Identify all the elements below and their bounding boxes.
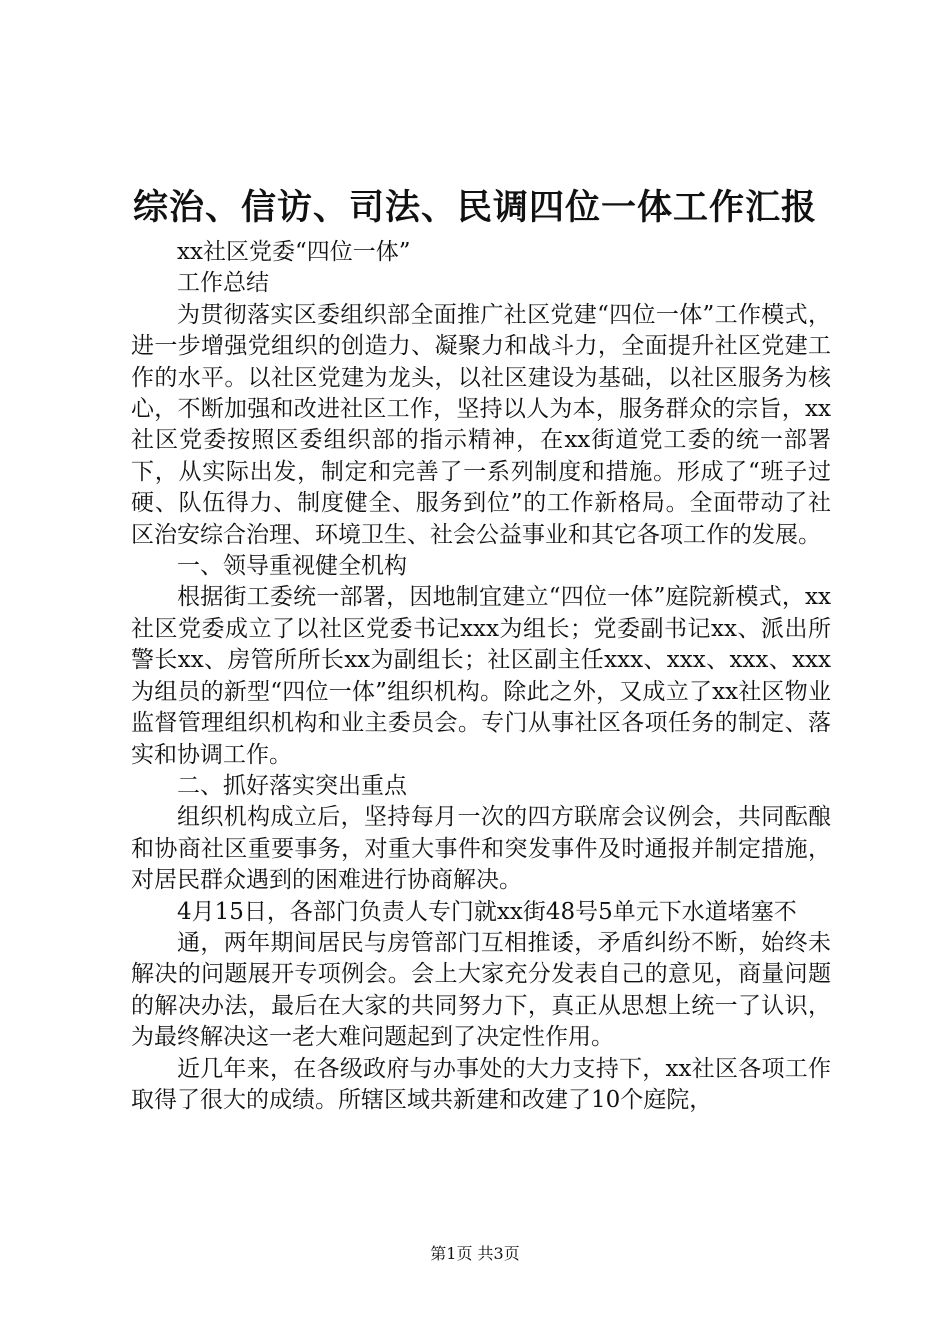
paragraph-organization: 根据街工委统一部署，因地制宜建立“四位一体”庭院新模式，xx社区党委成立了以社区党委书记xxx为组长；党委副书记xx、派出所警长xx、房管所所长xx为副组长；社区副主任xxx、xxx、xxx、xxx为组员的新型“四位一体”组织机构。除此之外，又成立了xx社区物业监督管理组织机构和业主委员会。专门从事社区各项任务的制定、落实和协调工作。 bbox=[131, 584, 831, 768]
document-title: 综治、信访、司法、民调四位一体工作汇报 bbox=[132, 187, 817, 228]
subtitle-line-1: xx社区党委“四位一体” bbox=[177, 239, 411, 265]
paragraph-april-15: 4月15日，各部门负责人专门就xx街48号5单元下水道堵塞不 bbox=[177, 898, 797, 925]
page-footer: 第1页 共3页 bbox=[430, 1244, 520, 1263]
section-heading-2: 二、抓好落实突出重点 bbox=[177, 772, 407, 799]
section-heading-1: 一、领导重视健全机构 bbox=[177, 553, 407, 580]
paragraph-meetings: 组织机构成立后，坚持每月一次的四方联席会议例会，共同酝酿和协商社区重要事务，对重大事件和突发事件及时通报并制定措施，对居民群众遇到的困难进行协商解决。 bbox=[131, 804, 831, 894]
subtitle-line-2: 工作总结 bbox=[177, 270, 269, 297]
paragraph-april-15-continued: 通，两年期间居民与房管部门互相推诿，矛盾纠纷不断，始终未解决的问题展开专项例会。会上大家充分发表自己的意见，商量问题的解决办法，最后在大家的共同努力下，真正从思想上统一了认识，为最终解决这一老大难问题起到了决定性作用。 bbox=[131, 929, 831, 1051]
paragraph-recent-years: 近几年来，在各级政府与办事处的大力支持下，xx社区各项工作取得了很大的成绩。所辖区域共新建和改建了10个庭院， bbox=[131, 1055, 831, 1113]
paragraph-intro: 为贯彻落实区委组织部全面推广社区党建“四位一体”工作模式，进一步增强党组织的创造力、凝聚力和战斗力，全面提升社区党建工作的水平。以社区党建为龙头，以社区建设为基础，以社区服务为核心，不断加强和改进社区工作，坚持以人为本，服务群众的宗旨，xx社区党委按照区委组织部的指示精神，在xx街道党工委的统一部署下，从实际出发，制定和完善了一系列制度和措施。形成了“班子过硬、队伍得力、制度健全、服务到位”的工作新格局。全面带动了社区治安综合治理、环境卫生、社会公益事业和其它各项工作的发展。 bbox=[131, 301, 831, 548]
document-body bbox=[131, 237, 831, 1116]
